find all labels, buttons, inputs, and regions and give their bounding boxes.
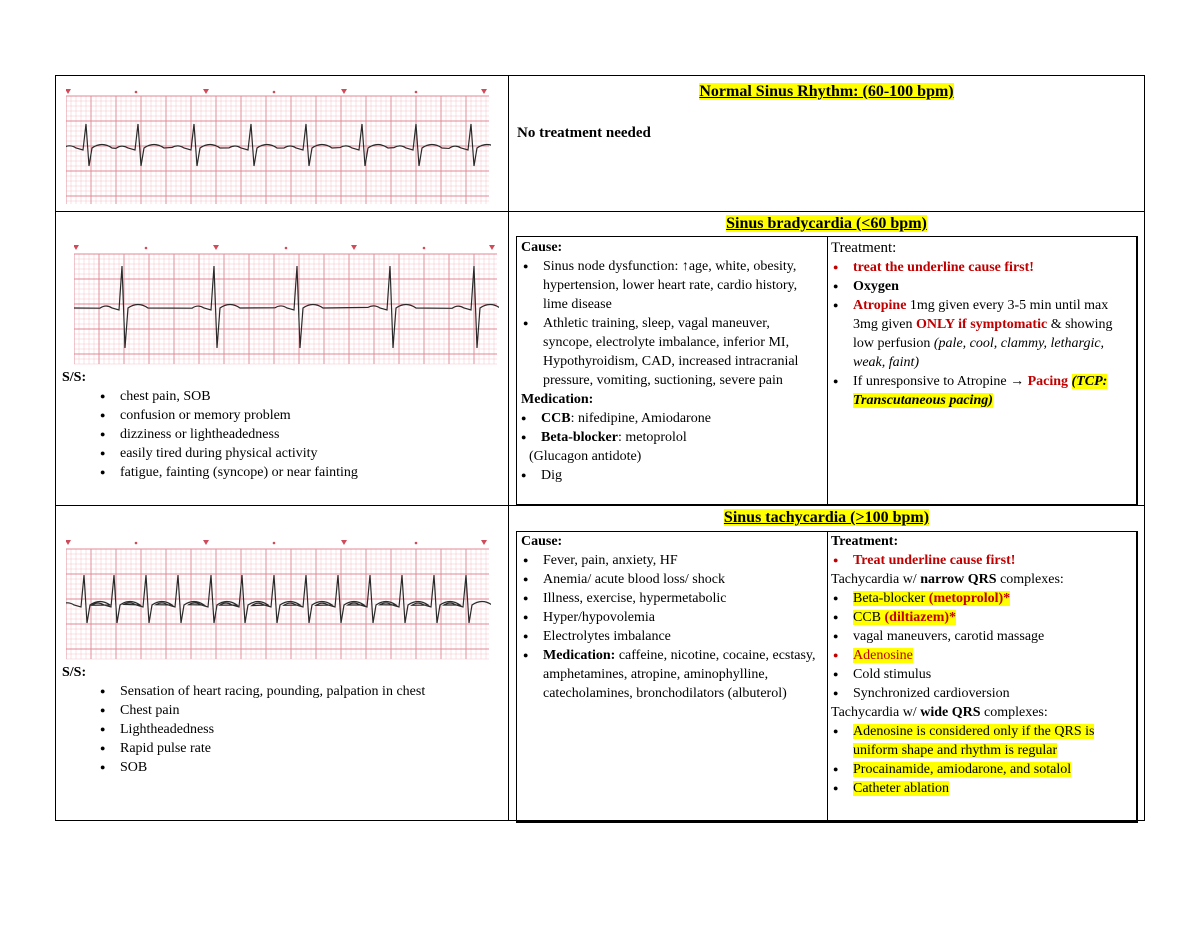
list-item: ● Sinus node dysfunction: ↑age, white, obesity, hypertension, lower heart rate, cardio history, lime disease: [521, 257, 821, 314]
nsr-ecg-strip: [66, 88, 491, 206]
list-item: ● Beta-blocker (metoprolol)*: [831, 589, 1135, 608]
list-item: ● Cold stimulus: [831, 665, 1135, 684]
list-item: ● confusion or memory problem: [86, 406, 486, 425]
rhythm-table: [55, 75, 1145, 821]
list-item: ● Illness, exercise, hypermetabolic: [509, 589, 821, 608]
tachy-left-cell: [56, 506, 508, 820]
tachy-title: Sinus tachycardia (>100 bpm): [723, 509, 930, 526]
nsr-strip-cell: [56, 76, 508, 211]
nsr-note: No treatment needed: [517, 125, 651, 141]
list-item: ● Dig: [519, 466, 821, 485]
list-item: ● Treat underline cause first!: [831, 551, 1135, 570]
brady-right-cell: [509, 212, 1144, 505]
narrow-qrs-list: [831, 589, 1135, 703]
ecg-grid: [74, 254, 497, 364]
brady-cause-label: Cause:: [521, 240, 563, 255]
brady-ecg-strip: [74, 244, 499, 366]
tachy-treatment-label: Treatment:: [831, 534, 899, 549]
list-item: ● Athletic training, sleep, vagal maneuver, syncope, electrolyte imbalance, inferior MI, Hypothyroidism, CAD, increased intracranial pressure, vomiting, suctioning, severe pain: [521, 314, 821, 390]
narrow-qrs-heading: Tachycardia w/ narrow QRS complexes:: [831, 572, 1064, 587]
list-item: ● chest pain, SOB: [86, 387, 486, 406]
row-sinus-bradycardia: [56, 212, 1144, 506]
list-item: ● Rapid pulse rate: [86, 739, 506, 758]
brady-treatment-label: Treatment:: [831, 240, 897, 256]
row-normal-sinus: [56, 76, 1144, 212]
brady-cause-list: [521, 257, 821, 390]
brady-ss-list: [86, 387, 486, 482]
brady-ss-label: S/S:: [62, 370, 87, 385]
list-item: ● CCB: nifedipine, Amiodarone: [519, 409, 821, 428]
brady-treatment-column: [831, 237, 1131, 504]
ecg-trace: [74, 266, 499, 348]
list-item: ● Hyper/hypovolemia: [509, 608, 821, 627]
wide-qrs-heading: Tachycardia w/ wide QRS complexes:: [831, 705, 1048, 720]
list-item: ● Atropine 1mg given every 3-5 min until max 3mg given ONLY if symptomatic & showing low perfusion (pale, cool, clammy, lethargic, weak, faint): [831, 296, 1131, 372]
tachy-ss-list: [86, 682, 506, 777]
brady-medication-label: Medication:: [521, 392, 594, 407]
tachy-treatment-column: [831, 532, 1135, 821]
list-item: ● SOB: [86, 758, 506, 777]
list-item: ● Chest pain: [86, 701, 506, 720]
brady-title: Sinus bradycardia (<60 bpm): [726, 215, 927, 232]
row-sinus-tachycardia: [56, 506, 1144, 820]
list-item: ● dizziness or lightheadedness: [86, 425, 486, 444]
brady-medication-list: [519, 409, 821, 447]
list-item: ● easily tired during physical activity: [86, 444, 486, 463]
list-item: ● Anemia/ acute blood loss/ shock: [509, 570, 821, 589]
list-item: ● Beta-blocker: metoprolol: [519, 428, 821, 447]
list-item: ● Catheter ablation: [831, 779, 1135, 798]
list-item: ● Electrolytes imbalance: [509, 627, 821, 646]
ecg-time-markers: [66, 89, 487, 94]
brady-cause-column: [521, 237, 821, 504]
tachy-ss-label: S/S:: [62, 665, 87, 680]
list-item: ● vagal maneuvers, carotid massage: [831, 627, 1135, 646]
tachy-inner-table: [516, 531, 1138, 823]
list-item: ● Adenosine: [831, 646, 1135, 665]
brady-med-note: (Glucagon antidote): [529, 449, 642, 464]
brady-treatment-list: [831, 258, 1131, 410]
list-item: ● If unresponsive to Atropine → Pacing (TCP: Transcutaneous pacing): [831, 372, 1131, 410]
list-item: ● Lightheadedness: [86, 720, 506, 739]
ecg-time-markers: [66, 540, 487, 545]
list-item: ● Fever, pain, anxiety, HF: [509, 551, 821, 570]
tachy-cause-list: [509, 551, 821, 703]
tachy-right-cell: [509, 506, 1144, 820]
ecg-trace: [66, 124, 491, 166]
tachy-cause-column: [521, 532, 821, 821]
list-item: ● CCB (diltiazem)*: [831, 608, 1135, 627]
list-item: ● treat the underline cause first!: [831, 258, 1131, 277]
ecg-grid: [66, 96, 489, 204]
tachy-cause-label: Cause:: [521, 534, 563, 549]
list-item: ● fatigue, fainting (syncope) or near fainting: [86, 463, 486, 482]
list-item: ● Synchronized cardioversion: [831, 684, 1135, 703]
list-item: ● Medication: caffeine, nicotine, cocaine, ecstasy, amphetamines, atropine, aminophylline, catecholamines, bronchodilators (albuterol): [509, 646, 821, 703]
tachy-first-list: [831, 551, 1135, 570]
wide-qrs-list: [831, 722, 1135, 798]
nsr-info-cell: [509, 76, 1144, 211]
ecg-time-markers: [74, 245, 495, 250]
list-item: ● Oxygen: [831, 277, 1131, 296]
brady-inner-table: [516, 236, 1138, 506]
nsr-title: Normal Sinus Rhythm: (60-100 bpm): [699, 83, 954, 100]
brady-left-cell: [56, 212, 508, 505]
list-item: ● Procainamide, amiodarone, and sotalol: [831, 760, 1135, 779]
brady-medication-list-2: [519, 466, 821, 485]
list-item: ● Sensation of heart racing, pounding, palpation in chest: [86, 682, 506, 701]
tachy-ecg-strip: [66, 539, 491, 661]
list-item: ● Adenosine is considered only if the QRS is uniform shape and rhythm is regular: [831, 722, 1135, 760]
